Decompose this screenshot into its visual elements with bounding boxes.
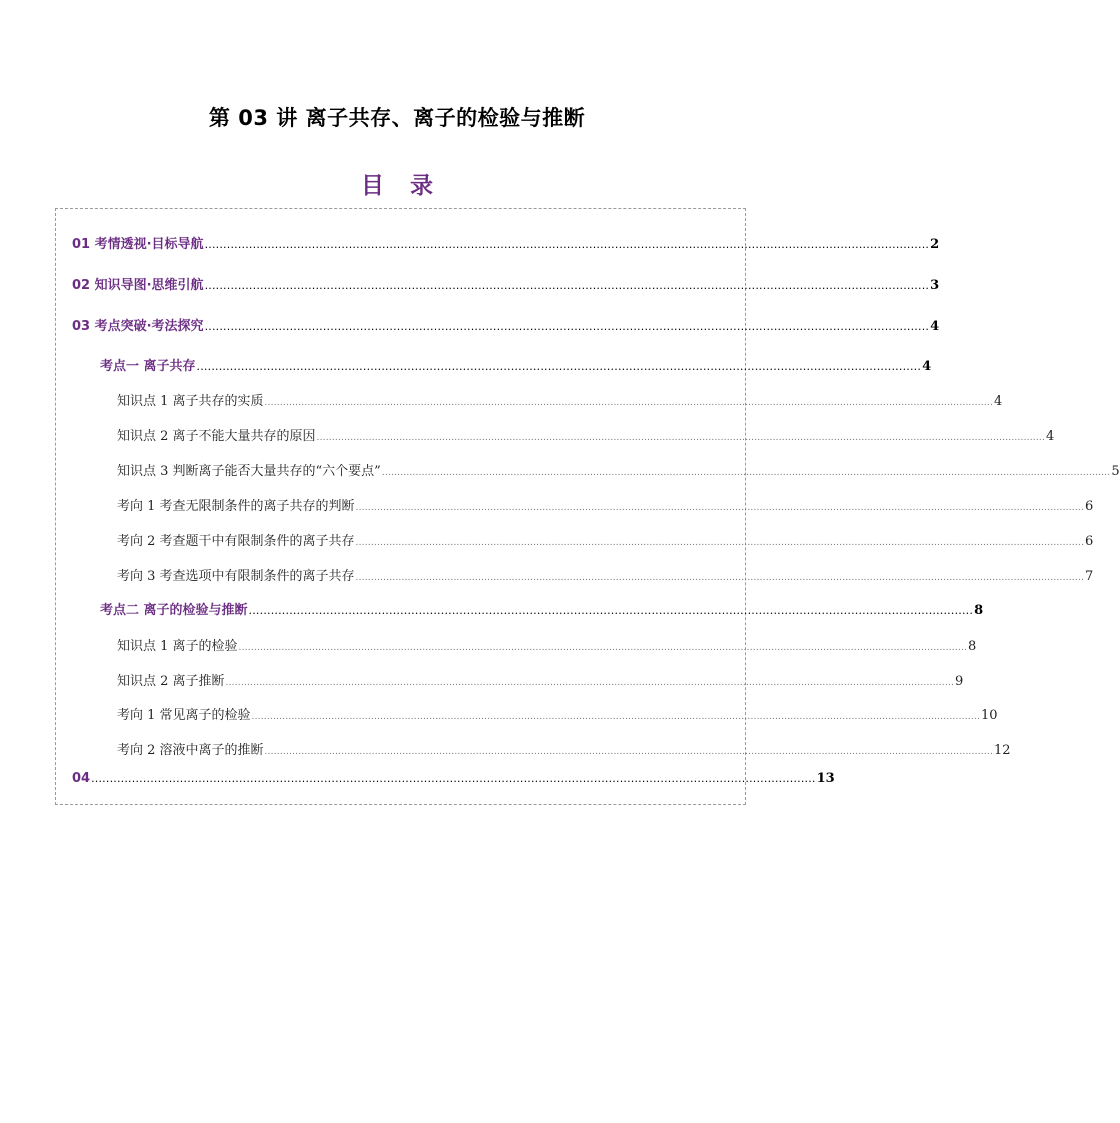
toc-entry-label: 考点一 离子共存 [100, 359, 196, 374]
toc-entry[interactable] [117, 704, 998, 723]
toc-leader: .............................................................................................................................................................................................................................................. [355, 573, 1085, 583]
toc-entry-label: 02 知识导图·思维引航 [72, 278, 204, 293]
toc-entry[interactable] [117, 460, 1120, 479]
toc-entry[interactable] [117, 565, 1094, 584]
toc-entry[interactable] [117, 390, 1003, 409]
toc-entry-label: 知识点 1 离子共存的实质 [117, 394, 264, 409]
toc-page-number: 9 [955, 674, 964, 689]
toc-entry[interactable] [72, 771, 835, 786]
toc-entry-label: 知识点 3 判断离子能否大量共存的“六个要点” [117, 464, 381, 479]
toc-leader: .............................................................................................................................................................................................................................................. [225, 678, 955, 688]
toc-page-number: 5 [1111, 464, 1120, 479]
toc-page-number: 10 [981, 708, 998, 723]
document-title: 第 03 讲 离子共存、离子的检验与推断 [208, 106, 586, 130]
toc-leader: .............................................................................................................................................................................................................................................. [251, 712, 981, 722]
toc-entry-label: 04 [72, 771, 91, 786]
toc-entry[interactable] [117, 530, 1094, 549]
toc-page-number: 12 [994, 743, 1011, 758]
toc-leader: .................................................................................................................................................................................................... [204, 320, 930, 333]
toc-page-number: 13 [816, 771, 835, 786]
toc-entry-label: 01 考情透视·目标导航 [72, 237, 204, 252]
toc-leader: .............................................................................................................................................................................................................................................. [264, 747, 994, 757]
toc-entry[interactable] [72, 315, 940, 334]
toc-leader: .................................................................................................................................................................................................... [91, 772, 816, 785]
toc-page-number: 4 [1046, 429, 1055, 444]
toc-entry[interactable] [72, 274, 940, 293]
toc-entry[interactable] [117, 635, 977, 654]
toc-entry-label: 考向 2 考查题干中有限制条件的离子共存 [117, 534, 355, 549]
toc-entry-label: 知识点 2 离子不能大量共存的原因 [117, 429, 316, 444]
toc-leader: .................................................................................................................................................................................................... [248, 604, 974, 617]
toc-heading: 目录 [361, 173, 459, 199]
toc-entry-label: 考向 2 溶液中离子的推断 [117, 743, 264, 758]
toc-entry[interactable] [72, 233, 940, 252]
toc-leader: .............................................................................................................................................................................................................................................. [381, 468, 1111, 478]
toc-page-number: 8 [974, 603, 984, 618]
toc-page-number: 6 [1085, 499, 1094, 514]
toc-entry-label: 知识点 2 离子推断 [117, 674, 225, 689]
toc-page-number: 7 [1085, 569, 1094, 584]
toc-leader: .................................................................................................................................................................................................... [196, 360, 922, 373]
toc-page-number: 6 [1085, 534, 1094, 549]
toc-entry-label: 知识点 1 离子的检验 [117, 639, 238, 654]
toc-entry[interactable] [117, 425, 1055, 444]
toc-entry-label: 03 考点突破·考法探究 [72, 319, 204, 334]
toc-leader: .............................................................................................................................................................................................................................................. [355, 503, 1085, 513]
toc-entry[interactable] [117, 495, 1094, 514]
toc-leader: .............................................................................................................................................................................................................................................. [264, 398, 994, 408]
toc-entry-label: 考向 1 考查无限制条件的离子共存的判断 [117, 499, 355, 514]
toc-leader: .................................................................................................................................................................................................... [204, 238, 930, 251]
toc-leader: .............................................................................................................................................................................................................................................. [316, 433, 1046, 443]
toc-entry[interactable] [117, 739, 1011, 758]
toc-leader: .............................................................................................................................................................................................................................................. [355, 538, 1085, 548]
toc-leader: .................................................................................................................................................................................................... [204, 279, 930, 292]
toc-entry-label: 考向 3 考查选项中有限制条件的离子共存 [117, 569, 355, 584]
toc-page-number: 4 [930, 319, 940, 334]
toc-entry[interactable] [117, 670, 964, 689]
toc-page-number: 4 [922, 359, 932, 374]
toc-page-number: 8 [968, 639, 977, 654]
toc-leader: .............................................................................................................................................................................................................................................. [238, 643, 968, 653]
toc-page-number: 3 [930, 278, 940, 293]
toc-page-number: 4 [994, 394, 1003, 409]
toc-entry-label: 考点二 离子的检验与推断 [100, 603, 248, 618]
toc-entry[interactable] [100, 355, 932, 374]
toc-entry[interactable] [100, 599, 984, 618]
toc-page-number: 2 [930, 237, 940, 252]
toc-entry-label: 考向 1 常见离子的检验 [117, 708, 251, 723]
